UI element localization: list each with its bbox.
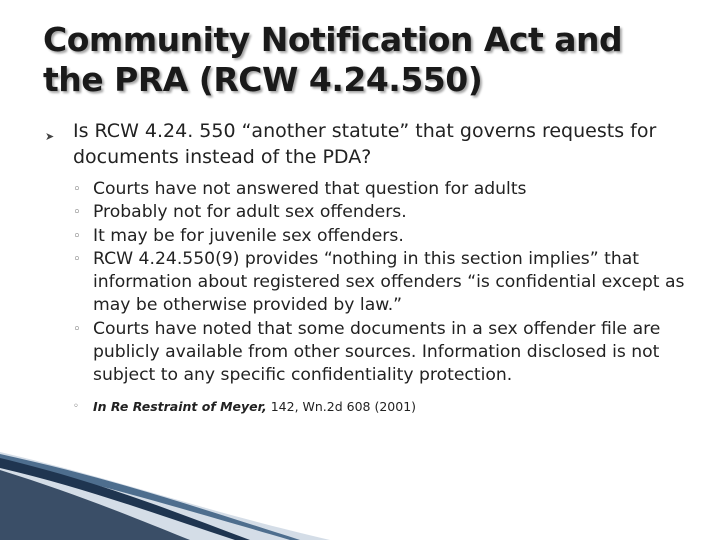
main-bullet [45,118,685,170]
sub-bullet-item [73,225,685,248]
citation-item [73,398,685,416]
hollow-circle-bullet-icon: ◦ [73,228,81,244]
hollow-circle-bullet-icon: ◦ [73,400,79,412]
hollow-circle-bullet-icon: ◦ [73,205,81,221]
sub-bullet-text: It may be for juvenile sex offenders. [93,225,404,246]
hollow-circle-bullet-icon: ◦ [73,182,81,197]
sub-bullet-text: RCW 4.24.550(9) provides “nothing in this section implies” that information about registered sex offenders “is confidential except as may be otherwise provided by law.” [93,248,685,316]
slide-content [45,118,685,416]
case-name: In Re Restraint of Meyer, [93,398,267,414]
sub-bullet-item [73,248,685,318]
sub-bullet-text: Courts have noted that some documents in a sex offender file are publicly available from other sources. Information disclosed is not subject to any specific confidentiality protection. [93,318,661,386]
sub-bullet-item [73,178,685,201]
sub-bullet-list [45,178,685,416]
sub-bullet-text: Courts have not answered that question for adults [93,179,527,199]
hollow-circle-bullet-icon: ◦ [73,321,81,337]
arrow-bullet-icon: ➤ [45,130,55,143]
sub-bullet-text: Probably not for adult sex offenders. [93,202,407,223]
title-line-1: Community Notification Act and [43,20,623,59]
title-line-2: the PRA (RCW 4.24.550) [43,60,483,99]
sub-bullet-item [73,318,685,388]
main-bullet-text: Is RCW 4.24. 550 “another statute” that governs requests for documents instead of the PDA? [73,120,657,168]
decorative-swoosh [0,440,720,540]
hollow-circle-bullet-icon: ◦ [73,251,81,267]
case-reference: 142, Wn.2d 608 (2001) [266,398,417,414]
sub-bullet-item [73,201,685,224]
slide-title [43,20,683,100]
